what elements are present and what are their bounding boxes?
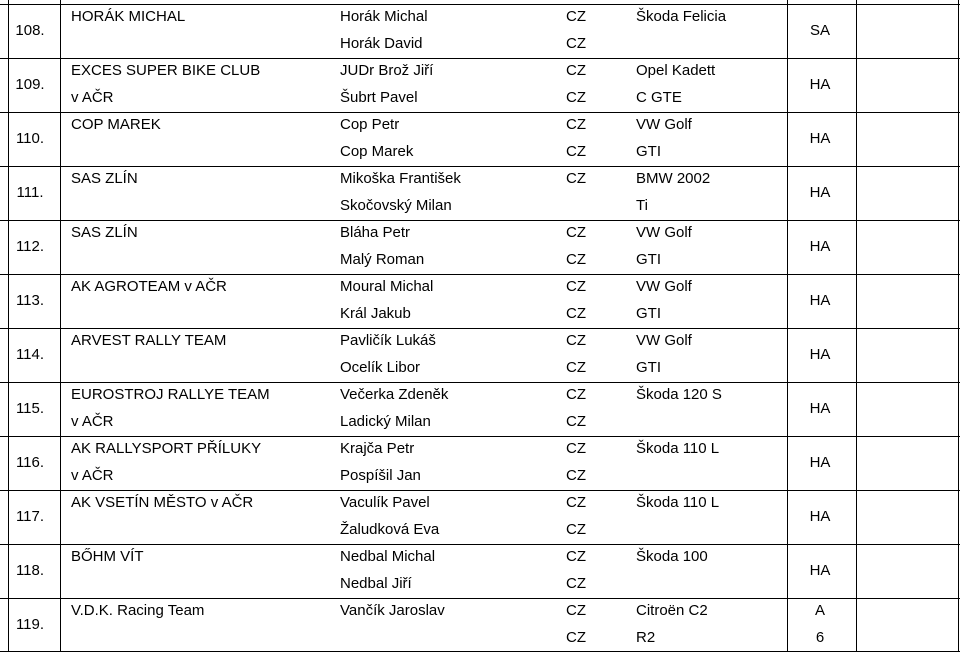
codriver-name: Šubrt Pavel (340, 89, 418, 106)
codriver-name: Cop Marek (340, 143, 414, 160)
start-number: 111. (16, 184, 44, 201)
driver-name: Horák Michal (340, 8, 428, 25)
car-class: HA (809, 346, 831, 363)
start-number: 117. (15, 508, 45, 525)
car-model-line2: R2 (636, 629, 656, 646)
car-class: HA (809, 454, 831, 471)
driver-nationality: CZ (566, 548, 586, 565)
team-name: SAS ZLÍN (71, 170, 138, 187)
driver-nationality: CZ (566, 62, 586, 79)
car-model: Škoda 100 (636, 548, 708, 565)
codriver-nationality: CZ (566, 251, 586, 268)
codriver-name: Malý Roman (340, 251, 425, 268)
driver-name: Krajča Petr (340, 440, 415, 457)
codriver-nationality: CZ (566, 467, 586, 484)
codriver-name: Král Jakub (340, 305, 411, 322)
car-model: VW Golf (636, 116, 692, 133)
team-name: AK AGROTEAM v AČR (71, 278, 227, 295)
team-name: V.D.K. Racing Team (71, 602, 205, 619)
team-name: SAS ZLÍN (71, 224, 138, 241)
driver-name: Vančík Jaroslav (340, 602, 445, 619)
car-class: HA (809, 562, 831, 579)
start-number: 110. (15, 130, 45, 147)
codriver-nationality: CZ (566, 629, 586, 646)
start-number: 114. (15, 346, 45, 363)
codriver-nationality: CZ (566, 413, 586, 430)
driver-name: Večerka Zdeněk (340, 386, 449, 403)
codriver-name: Ladický Milan (340, 413, 431, 430)
car-class: HA (809, 400, 831, 417)
driver-nationality: CZ (566, 386, 586, 403)
driver-nationality: CZ (566, 224, 586, 241)
table-row (0, 112, 960, 166)
driver-nationality: CZ (566, 494, 586, 511)
car-class: HA (809, 130, 831, 147)
driver-name: Moural Michal (340, 278, 434, 295)
car-model: VW Golf (636, 332, 692, 349)
team-name: AK RALLYSPORT PŘÍLUKY (71, 440, 262, 457)
codriver-name: Horák David (340, 35, 423, 52)
car-class: HA (809, 292, 831, 309)
team-name: EUROSTROJ RALLYE TEAM (71, 386, 270, 403)
codriver-name: Ocelík Libor (340, 359, 421, 376)
start-number: 113. (15, 292, 45, 309)
car-model: BMW 2002 (636, 170, 711, 187)
driver-nationality: CZ (566, 332, 586, 349)
car-class-line1: A (814, 602, 825, 619)
codriver-nationality: CZ (566, 305, 586, 322)
table-row (0, 436, 960, 490)
codriver-nationality: CZ (566, 575, 586, 592)
codriver-name: Žaludková Eva (340, 521, 440, 538)
car-class: HA (809, 184, 831, 201)
driver-name: Nedbal Michal (340, 548, 436, 565)
table-row (0, 274, 960, 328)
car-model: VW Golf (636, 224, 692, 241)
car-model-line2: GTI (636, 143, 661, 160)
table-row (0, 166, 960, 220)
codriver-nationality: CZ (566, 521, 586, 538)
codriver-nationality: CZ (566, 35, 586, 52)
codriver-name: Skočovský Milan (340, 197, 452, 214)
team-name: BŐHM VÍT (71, 548, 144, 565)
driver-nationality: CZ (566, 278, 586, 295)
table-row (0, 58, 960, 112)
car-class: HA (809, 238, 831, 255)
driver-name: Bláha Petr (340, 224, 411, 241)
driver-nationality: CZ (566, 602, 586, 619)
codriver-name: Nedbal Jiří (340, 575, 412, 592)
team-name-line2: v AČR (71, 413, 114, 430)
start-number: 108. (15, 22, 45, 39)
start-number: 119. (15, 616, 45, 633)
table-row (0, 220, 960, 274)
team-name: AK VSETÍN MĚSTO v AČR (71, 494, 254, 511)
driver-nationality: CZ (566, 440, 586, 457)
driver-nationality: CZ (566, 170, 586, 187)
team-name: HORÁK MICHAL (71, 8, 186, 25)
codriver-nationality: CZ (566, 359, 586, 376)
car-model: Škoda 110 L (636, 494, 720, 511)
driver-name: Pavličík Lukáš (340, 332, 436, 349)
start-number: 115. (15, 400, 45, 417)
driver-nationality: CZ (566, 8, 586, 25)
driver-name: Cop Petr (340, 116, 400, 133)
codriver-nationality: CZ (566, 143, 586, 160)
car-model-line2: Ti (636, 197, 648, 214)
table-row (0, 382, 960, 436)
car-class: SA (809, 22, 830, 39)
car-model-line2: GTI (636, 305, 661, 322)
driver-name: Mikoška František (340, 170, 461, 187)
driver-nationality: CZ (566, 116, 586, 133)
car-model-line2: C GTE (636, 89, 682, 106)
team-name-line2: v AČR (71, 467, 114, 484)
table-row (0, 598, 960, 652)
car-model-line2: GTI (636, 251, 661, 268)
team-name: COP MAREK (71, 116, 161, 133)
car-model: Škoda 120 S (636, 386, 722, 403)
car-model: Škoda 110 L (636, 440, 720, 457)
table-row (0, 4, 960, 58)
start-number: 116. (15, 454, 45, 471)
start-number: 118. (15, 562, 45, 579)
car-class: HA (809, 76, 831, 93)
driver-name: Vaculík Pavel (340, 494, 430, 511)
car-model: Opel Kadett (636, 62, 716, 79)
table-row (0, 328, 960, 382)
team-name: EXCES SUPER BIKE CLUB (71, 62, 261, 79)
car-model: Citroën C2 (636, 602, 708, 619)
start-number: 112. (15, 238, 45, 255)
driver-name: JUDr Brož Jiří (340, 62, 434, 79)
car-model: VW Golf (636, 278, 692, 295)
team-name: ARVEST RALLY TEAM (71, 332, 227, 349)
car-model-line2: GTI (636, 359, 661, 376)
codriver-nationality: CZ (566, 89, 586, 106)
car-class: HA (809, 508, 831, 525)
car-model: Škoda Felicia (636, 8, 727, 25)
team-name-line2: v AČR (71, 89, 114, 106)
start-number: 109. (15, 76, 45, 93)
table-row (0, 544, 960, 598)
codriver-name: Pospíšil Jan (340, 467, 421, 484)
table-row (0, 490, 960, 544)
car-class-line2: 6 (815, 629, 825, 646)
